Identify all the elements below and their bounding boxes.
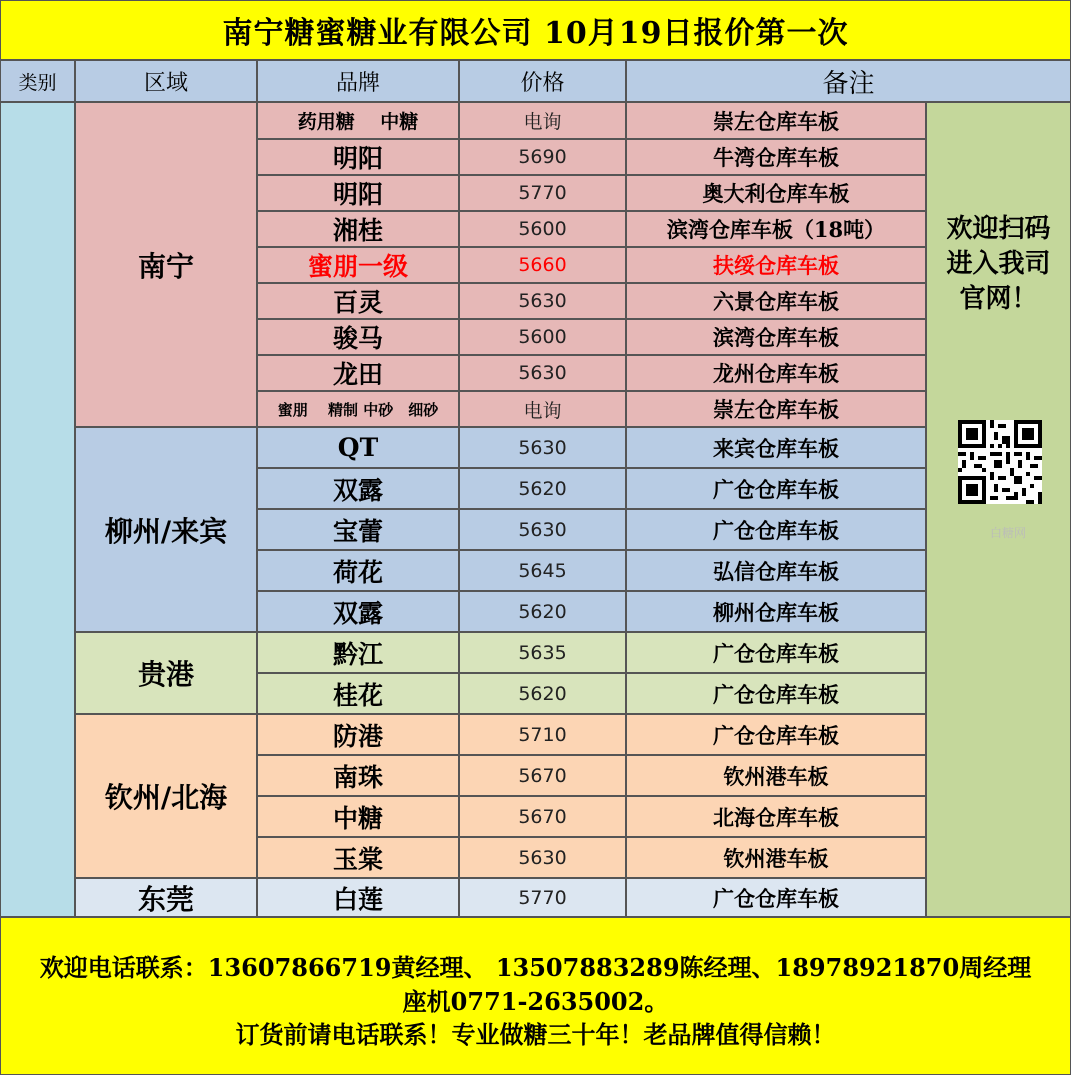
qr-code-icon[interactable] [958, 420, 1042, 504]
region-guigang: 贵港 [75, 632, 257, 714]
price-cell: 5690 [459, 139, 626, 175]
note-cell: 广仓仓库车板 [626, 673, 926, 714]
price-cell: 5670 [459, 796, 626, 837]
note-cell: 广仓仓库车板 [626, 714, 926, 755]
brand-cell: 防港 [257, 714, 459, 755]
note-cell-highlight: 扶绥仓库车板 [626, 247, 926, 283]
category-column [0, 102, 75, 917]
note-cell: 钦州港车板 [626, 837, 926, 878]
region-nanning: 南宁 [75, 102, 257, 427]
brand-cell: 湘桂 [257, 211, 459, 247]
header-category: 类别 [0, 60, 75, 102]
note-cell: 龙州仓库车板 [626, 355, 926, 391]
price-cell: 5630 [459, 427, 626, 468]
region-dongguan: 东莞 [75, 878, 257, 917]
header-price: 价格 [459, 60, 626, 102]
price-cell: 5630 [459, 283, 626, 319]
brand-cell: 龙田 [257, 355, 459, 391]
note-cell: 柳州仓库车板 [626, 591, 926, 632]
brand-cell: 桂花 [257, 673, 459, 714]
header-note: 备注 [626, 60, 1071, 102]
note-cell: 广仓仓库车板 [626, 509, 926, 550]
price-cell: 5620 [459, 673, 626, 714]
brand-cell: 明阳 [257, 175, 459, 211]
brand-cell: 白莲 [257, 878, 459, 917]
brand-cell: 明阳 [257, 139, 459, 175]
price-cell: 5630 [459, 837, 626, 878]
price-cell: 5600 [459, 211, 626, 247]
note-cell: 来宾仓库车板 [626, 427, 926, 468]
region-liuzhou-laibin: 柳州/来宾 [75, 427, 257, 632]
brand-cell: 中糖 [257, 796, 459, 837]
note-cell: 广仓仓库车板 [626, 468, 926, 509]
price-cell-highlight: 5660 [459, 247, 626, 283]
welcome-text [926, 212, 1071, 317]
brand-cell: 百灵 [257, 283, 459, 319]
note-cell: 滨湾仓库车板 [626, 319, 926, 355]
brand-cell: 玉棠 [257, 837, 459, 878]
note-cell: 六景仓库车板 [626, 283, 926, 319]
footer-landline: 座机0771-2635002。 [402, 987, 669, 1016]
brand-cell: 双露 [257, 468, 459, 509]
welcome-line: 进入我司 [946, 249, 1051, 279]
brand-cell: 蜜朋 精制 中砂 细砂 [257, 391, 459, 427]
watermark-text: 白糖网 [990, 526, 1027, 540]
price-cell: 5600 [459, 319, 626, 355]
footer-contact-line: 欢迎电话联系：13607866719黄经理、 13507883289陈经理、18978921870周经理 [39, 953, 1032, 982]
price-cell: 5710 [459, 714, 626, 755]
brand-cell-highlight: 蜜朋一级 [257, 247, 459, 283]
price-cell: 5620 [459, 468, 626, 509]
brand-cell: 黔江 [257, 632, 459, 673]
brand-cell: 双露 [257, 591, 459, 632]
price-cell: 5770 [459, 175, 626, 211]
price-cell: 5620 [459, 591, 626, 632]
header-region: 区域 [75, 60, 257, 102]
brand-cell: 荷花 [257, 550, 459, 591]
note-cell: 北海仓库车板 [626, 796, 926, 837]
page-title: 南宁糖蜜糖业有限公司 10月19日报价第一次 [0, 0, 1071, 60]
note-cell: 滨湾仓库车板（18吨） [626, 211, 926, 247]
region-qinzhou-beihai: 钦州/北海 [75, 714, 257, 878]
price-cell: 5645 [459, 550, 626, 591]
note-cell: 钦州港车板 [626, 755, 926, 796]
footer-slogan: 订货前请电话联系！专业做糖三十年！老品牌值得信赖！ [235, 1020, 836, 1049]
price-cell: 5635 [459, 632, 626, 673]
brand-cell: 药用糖 中糖 [257, 102, 459, 139]
price-cell: 5670 [459, 755, 626, 796]
note-cell: 崇左仓库车板 [626, 391, 926, 427]
brand-cell: 宝蕾 [257, 509, 459, 550]
price-cell: 5630 [459, 355, 626, 391]
brand-cell: 骏马 [257, 319, 459, 355]
header-brand: 品牌 [257, 60, 459, 102]
price-cell: 5630 [459, 509, 626, 550]
price-cell: 电询 [459, 391, 626, 427]
note-cell: 弘信仓库车板 [626, 550, 926, 591]
note-cell: 崇左仓库车板 [626, 102, 926, 139]
note-cell: 广仓仓库车板 [626, 632, 926, 673]
brand-cell: 南珠 [257, 755, 459, 796]
note-cell: 广仓仓库车板 [626, 878, 926, 917]
price-cell: 5770 [459, 878, 626, 917]
welcome-line: 欢迎扫码 [946, 214, 1051, 244]
brand-cell: QT [257, 427, 459, 468]
note-cell: 奥大利仓库车板 [626, 175, 926, 211]
price-cell: 电询 [459, 102, 626, 139]
welcome-line: 官网！ [959, 284, 1038, 314]
note-cell: 牛湾仓库车板 [626, 139, 926, 175]
